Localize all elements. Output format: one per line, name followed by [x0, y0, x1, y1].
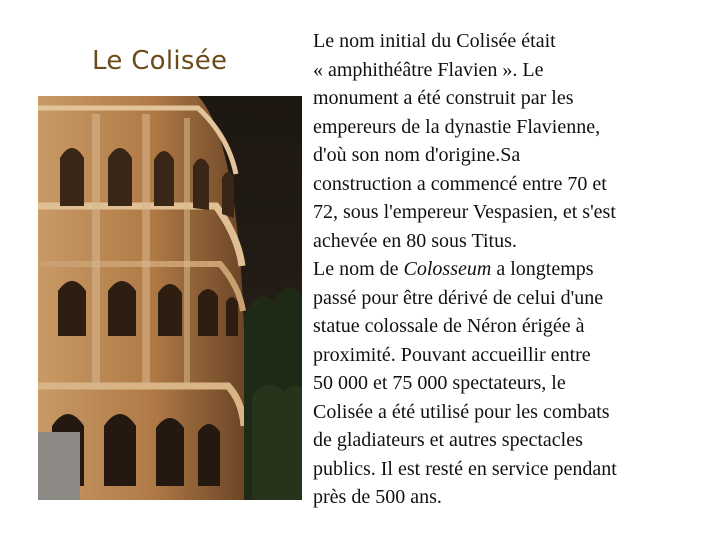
body-text — [313, 27, 713, 512]
text-line: 72, sous l'empereur Vespasien, et s'est — [313, 201, 616, 223]
text-line: achevée en 80 sous Titus. — [313, 229, 517, 252]
slide-title: Le Colisée — [92, 46, 228, 76]
text-fragment: Le nom de — [313, 258, 404, 280]
text-fragment: a longtemps — [491, 258, 594, 280]
text-line: statue colossale de Néron érigée à — [313, 315, 585, 337]
text-line: d'où son nom d'origine.Sa — [313, 144, 521, 166]
text-line — [313, 258, 594, 280]
text-line: Le nom initial du Colisée était — [313, 30, 556, 52]
text-line: « amphithéâtre Flavien ». Le — [313, 58, 544, 81]
paragraph-name-origin — [313, 255, 713, 512]
text-line: 50 000 et 75 000 spectateurs, le — [313, 372, 566, 394]
text-line: proximité. Pouvant accueillir entre — [313, 343, 591, 366]
text-line: passé pour être dérivé de celui d'une — [313, 286, 604, 309]
emphasis-colosseum: Colosseum — [403, 258, 492, 280]
text-line: Colisée a été utilisé pour les combats — [313, 400, 610, 423]
text-line: de gladiateurs et autres spectacles — [313, 429, 583, 451]
text-line: empereurs de la dynastie Flavienne, — [313, 115, 601, 138]
text-line: monument a été construit par les — [313, 87, 574, 109]
colosseum-photo — [38, 96, 302, 500]
text-line: près de 500 ans. — [313, 486, 442, 508]
colosseum-illustration — [38, 96, 302, 500]
paragraph-history — [313, 27, 713, 255]
text-line: construction a commencé entre 70 et — [313, 172, 607, 195]
text-line: publics. Il est resté en service pendant — [313, 457, 617, 480]
